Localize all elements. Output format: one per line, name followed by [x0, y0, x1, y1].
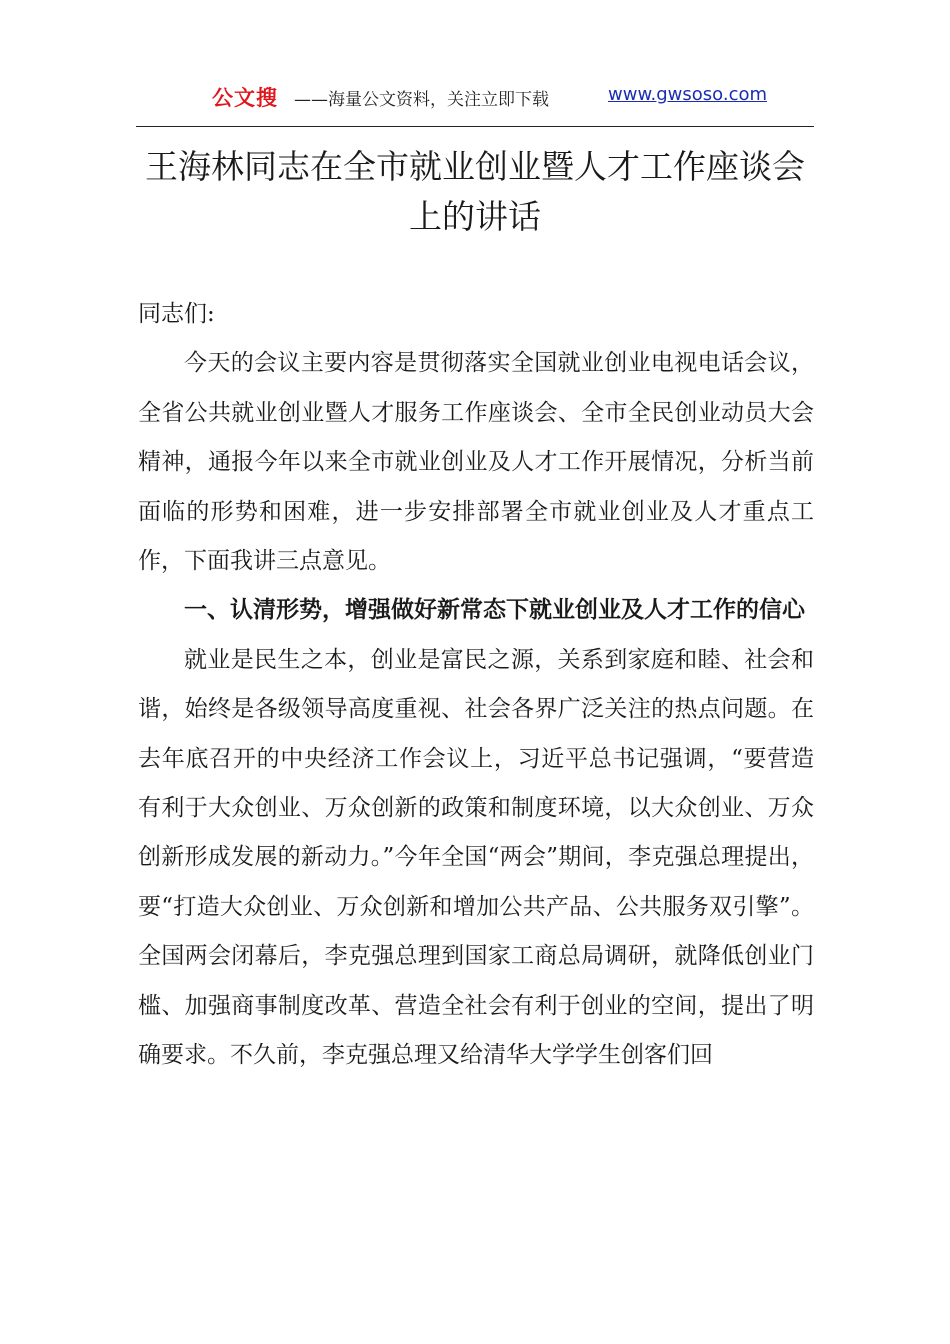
header-divider	[136, 126, 814, 127]
page-header	[138, 78, 814, 118]
intro-paragraph: 今天的会议主要内容是贯彻落实全国就业创业电视电话会议，全省公共就业创业暨人才服务工作座谈会、全市全民创业动员大会精神，通报今年以来全市就业创业及人才工作开展情况，分析当前面临的形势和困难，进一步安排部署全市就业创业及人才重点工作，下面我讲三点意见。	[138, 350, 814, 575]
document-title: 王海林同志在全市就业创业暨人才工作座谈会上的讲话	[145, 147, 805, 236]
section-heading: 一、认清形势，增强做好新常态下就业创业及人才工作的信心	[184, 597, 805, 624]
website-link[interactable]: www.gwsoso.com	[608, 84, 768, 105]
header-tagline: ——海量公文资料，关注立即下载	[294, 90, 549, 110]
document-body	[138, 290, 814, 1081]
brand-logo-text: 公文搜	[212, 86, 278, 110]
salutation: 同志们:	[138, 301, 215, 327]
section-paragraph: 就业是民生之本，创业是富民之源，关系到家庭和睦、社会和谐，始终是各级领导高度重视、社会各界广泛关注的热点问题。在去年底召开的中央经济工作会议上，习近平总书记强调，“要营造有利于大众创业、万众创新的政策和制度环境，以大众创业、万众创新形成发展的新动力。”今年全国“两会”期间，李克强总理提出，要“打造大众创业、万众创新和增加公共产品、公共服务双引擎”。全国两会闭幕后，李克强总理到国家工商总局调研，就降低创业门槛、加强商事制度改革、营造全社会有利于创业的空间，提出了明确要求。不久前，李克强总理又给清华大学学生创客们回	[138, 646, 814, 1069]
